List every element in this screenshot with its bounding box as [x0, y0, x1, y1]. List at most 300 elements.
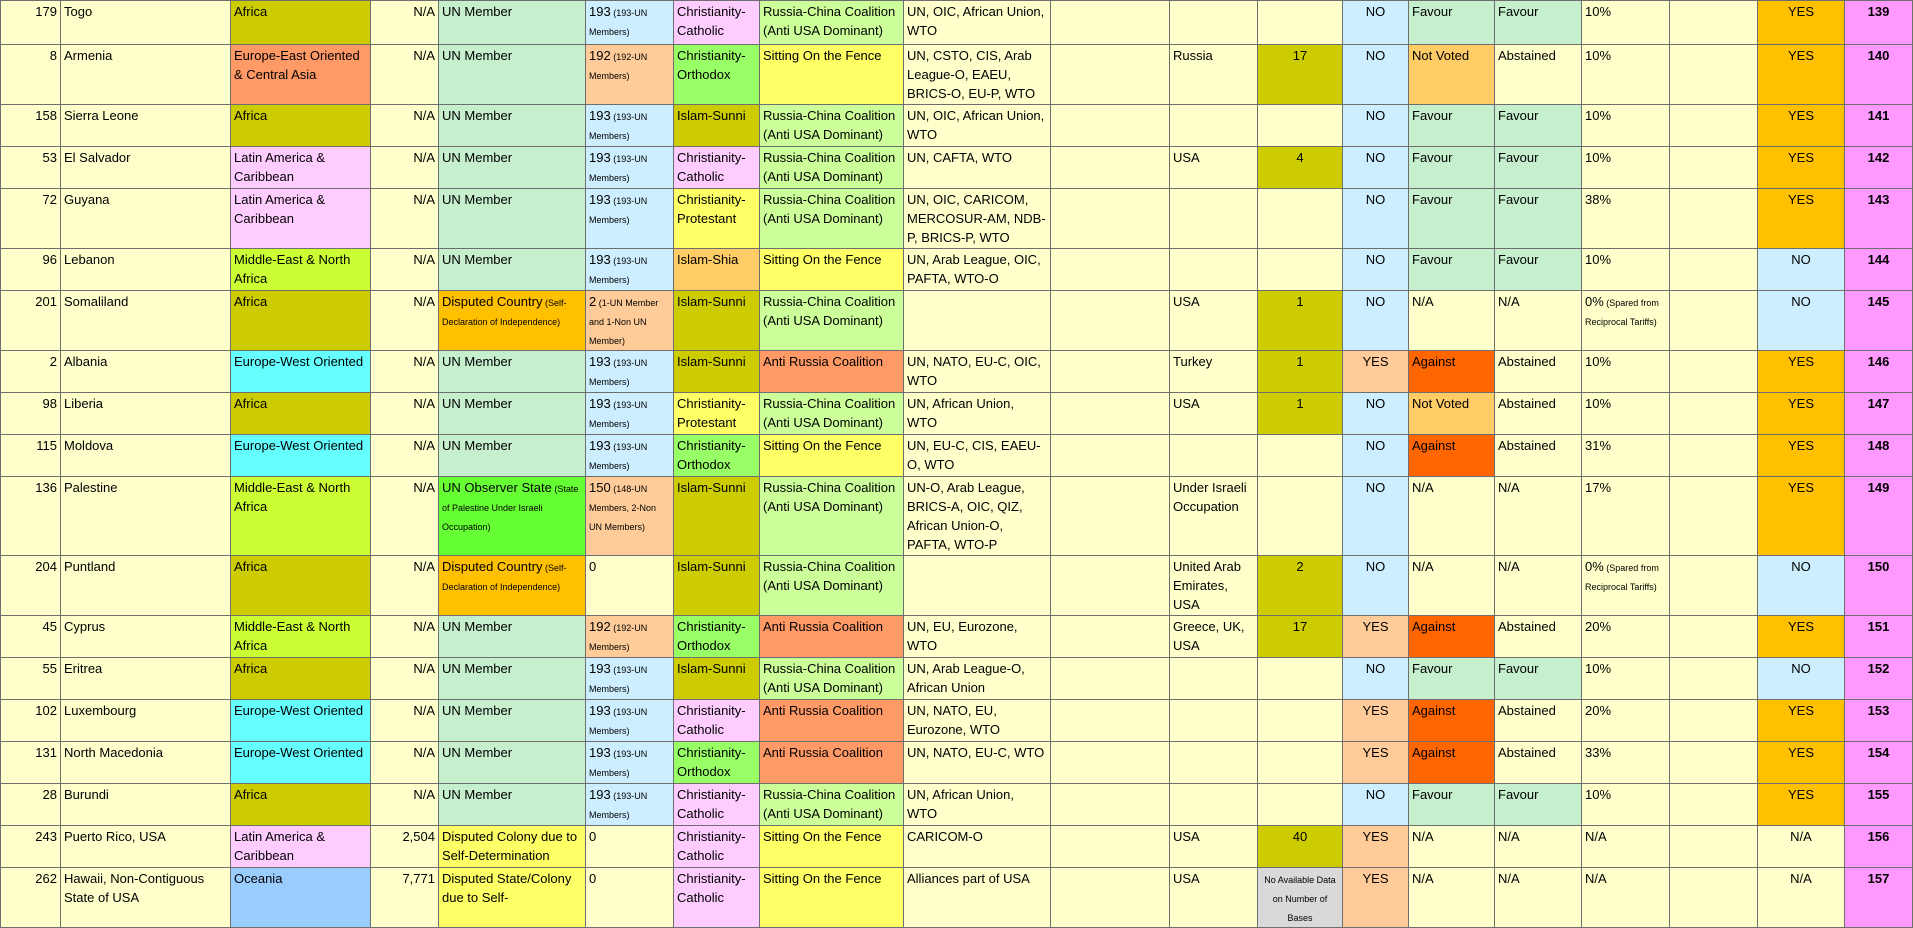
- cell-population[interactable]: [371, 1, 439, 45]
- cell-empty[interactable]: [1051, 147, 1170, 189]
- cell-coalition[interactable]: [760, 868, 904, 928]
- cell-tariff[interactable]: [1582, 291, 1670, 351]
- table-row[interactable]: [1, 249, 1913, 291]
- cell-religion[interactable]: [674, 1, 760, 45]
- cell-bases-count[interactable]: [1258, 45, 1343, 105]
- cell-vote-2[interactable]: [1495, 784, 1582, 826]
- cell-religion[interactable]: [674, 868, 760, 928]
- cell-nato[interactable]: [1343, 147, 1409, 189]
- cell-region[interactable]: [231, 826, 371, 868]
- cell-bases-country[interactable]: [1170, 189, 1258, 249]
- cell-bases-count[interactable]: [1258, 658, 1343, 700]
- cell-rank[interactable]: [1845, 291, 1913, 351]
- cell-religion[interactable]: [674, 700, 760, 742]
- cell-population[interactable]: [371, 658, 439, 700]
- cell-country[interactable]: [61, 1, 231, 45]
- cell-tariff[interactable]: [1582, 616, 1670, 658]
- table-row[interactable]: [1, 616, 1913, 658]
- cell-bases-country[interactable]: [1170, 249, 1258, 291]
- cell-country[interactable]: [61, 249, 231, 291]
- cell-yes-no[interactable]: [1758, 742, 1845, 784]
- cell-region[interactable]: [231, 784, 371, 826]
- cell-tariff[interactable]: [1582, 477, 1670, 556]
- cell-vote-2[interactable]: [1495, 249, 1582, 291]
- cell-yes-no[interactable]: [1758, 45, 1845, 105]
- cell-rank[interactable]: [1845, 435, 1913, 477]
- cell-population[interactable]: [371, 189, 439, 249]
- cell-nato[interactable]: [1343, 700, 1409, 742]
- table-row[interactable]: [1, 658, 1913, 700]
- table-row[interactable]: [1, 477, 1913, 556]
- cell-status[interactable]: [439, 556, 586, 616]
- cell-yes-no[interactable]: [1758, 147, 1845, 189]
- cell-alliances[interactable]: [904, 742, 1051, 784]
- cell-recognition-count[interactable]: [586, 105, 674, 147]
- cell-empty[interactable]: [1670, 556, 1758, 616]
- cell-yes-no[interactable]: [1758, 700, 1845, 742]
- cell-status[interactable]: [439, 249, 586, 291]
- cell-tariff[interactable]: [1582, 435, 1670, 477]
- cell-status[interactable]: [439, 784, 586, 826]
- cell-vote-1[interactable]: [1409, 868, 1495, 928]
- table-row[interactable]: [1, 147, 1913, 189]
- cell-recognition-count[interactable]: [586, 658, 674, 700]
- cell-id[interactable]: [1, 784, 61, 826]
- cell-rank[interactable]: [1845, 105, 1913, 147]
- cell-vote-2[interactable]: [1495, 477, 1582, 556]
- cell-bases-country[interactable]: [1170, 435, 1258, 477]
- cell-rank[interactable]: [1845, 477, 1913, 556]
- cell-empty[interactable]: [1051, 1, 1170, 45]
- table-row[interactable]: [1, 868, 1913, 928]
- cell-rank[interactable]: [1845, 189, 1913, 249]
- cell-id[interactable]: [1, 105, 61, 147]
- cell-yes-no[interactable]: [1758, 393, 1845, 435]
- cell-empty[interactable]: [1051, 477, 1170, 556]
- cell-empty[interactable]: [1051, 700, 1170, 742]
- cell-population[interactable]: [371, 616, 439, 658]
- cell-coalition[interactable]: [760, 1, 904, 45]
- cell-tariff[interactable]: [1582, 556, 1670, 616]
- cell-vote-1[interactable]: [1409, 351, 1495, 393]
- cell-recognition-count[interactable]: [586, 826, 674, 868]
- cell-coalition[interactable]: [760, 616, 904, 658]
- cell-vote-1[interactable]: [1409, 393, 1495, 435]
- cell-region[interactable]: [231, 868, 371, 928]
- cell-country[interactable]: [61, 291, 231, 351]
- cell-status[interactable]: [439, 826, 586, 868]
- cell-id[interactable]: [1, 351, 61, 393]
- cell-tariff[interactable]: [1582, 742, 1670, 784]
- cell-region[interactable]: [231, 616, 371, 658]
- cell-alliances[interactable]: [904, 658, 1051, 700]
- cell-bases-country[interactable]: [1170, 700, 1258, 742]
- cell-id[interactable]: [1, 393, 61, 435]
- cell-nato[interactable]: [1343, 658, 1409, 700]
- cell-id[interactable]: [1, 700, 61, 742]
- cell-yes-no[interactable]: [1758, 189, 1845, 249]
- cell-bases-country[interactable]: [1170, 291, 1258, 351]
- cell-population[interactable]: [371, 784, 439, 826]
- cell-recognition-count[interactable]: [586, 868, 674, 928]
- table-row[interactable]: [1, 291, 1913, 351]
- cell-religion[interactable]: [674, 249, 760, 291]
- cell-empty[interactable]: [1670, 393, 1758, 435]
- cell-empty[interactable]: [1051, 868, 1170, 928]
- cell-country[interactable]: [61, 556, 231, 616]
- cell-recognition-count[interactable]: [586, 147, 674, 189]
- cell-religion[interactable]: [674, 189, 760, 249]
- cell-yes-no[interactable]: [1758, 616, 1845, 658]
- cell-country[interactable]: [61, 435, 231, 477]
- cell-recognition-count[interactable]: [586, 556, 674, 616]
- cell-recognition-count[interactable]: [586, 1, 674, 45]
- cell-empty[interactable]: [1670, 700, 1758, 742]
- cell-empty[interactable]: [1051, 249, 1170, 291]
- cell-rank[interactable]: [1845, 249, 1913, 291]
- cell-alliances[interactable]: [904, 393, 1051, 435]
- cell-id[interactable]: [1, 189, 61, 249]
- cell-tariff[interactable]: [1582, 658, 1670, 700]
- cell-alliances[interactable]: [904, 868, 1051, 928]
- cell-religion[interactable]: [674, 147, 760, 189]
- cell-region[interactable]: [231, 556, 371, 616]
- cell-status[interactable]: [439, 147, 586, 189]
- cell-region[interactable]: [231, 105, 371, 147]
- cell-tariff[interactable]: [1582, 189, 1670, 249]
- cell-rank[interactable]: [1845, 393, 1913, 435]
- cell-region[interactable]: [231, 393, 371, 435]
- cell-population[interactable]: [371, 435, 439, 477]
- cell-status[interactable]: [439, 189, 586, 249]
- cell-vote-1[interactable]: [1409, 45, 1495, 105]
- cell-region[interactable]: [231, 189, 371, 249]
- cell-recognition-count[interactable]: [586, 249, 674, 291]
- cell-vote-2[interactable]: [1495, 1, 1582, 45]
- cell-country[interactable]: [61, 868, 231, 928]
- cell-empty[interactable]: [1051, 351, 1170, 393]
- cell-vote-1[interactable]: [1409, 105, 1495, 147]
- cell-empty[interactable]: [1670, 658, 1758, 700]
- cell-recognition-count[interactable]: [586, 45, 674, 105]
- cell-recognition-count[interactable]: [586, 477, 674, 556]
- cell-rank[interactable]: [1845, 616, 1913, 658]
- cell-nato[interactable]: [1343, 616, 1409, 658]
- cell-vote-2[interactable]: [1495, 45, 1582, 105]
- cell-tariff[interactable]: [1582, 351, 1670, 393]
- cell-status[interactable]: [439, 700, 586, 742]
- cell-coalition[interactable]: [760, 393, 904, 435]
- cell-region[interactable]: [231, 742, 371, 784]
- cell-nato[interactable]: [1343, 477, 1409, 556]
- cell-vote-2[interactable]: [1495, 435, 1582, 477]
- cell-nato[interactable]: [1343, 189, 1409, 249]
- cell-empty[interactable]: [1670, 249, 1758, 291]
- cell-empty[interactable]: [1051, 784, 1170, 826]
- cell-id[interactable]: [1, 291, 61, 351]
- cell-bases-country[interactable]: [1170, 556, 1258, 616]
- cell-empty[interactable]: [1670, 826, 1758, 868]
- cell-alliances[interactable]: [904, 784, 1051, 826]
- cell-recognition-count[interactable]: [586, 435, 674, 477]
- cell-nato[interactable]: [1343, 784, 1409, 826]
- cell-yes-no[interactable]: [1758, 249, 1845, 291]
- cell-region[interactable]: [231, 351, 371, 393]
- cell-tariff[interactable]: [1582, 105, 1670, 147]
- cell-coalition[interactable]: [760, 742, 904, 784]
- cell-empty[interactable]: [1051, 556, 1170, 616]
- cell-region[interactable]: [231, 477, 371, 556]
- cell-country[interactable]: [61, 477, 231, 556]
- table-row[interactable]: [1, 189, 1913, 249]
- cell-tariff[interactable]: [1582, 868, 1670, 928]
- cell-rank[interactable]: [1845, 147, 1913, 189]
- cell-id[interactable]: [1, 616, 61, 658]
- cell-vote-2[interactable]: [1495, 868, 1582, 928]
- cell-religion[interactable]: [674, 742, 760, 784]
- cell-vote-1[interactable]: [1409, 658, 1495, 700]
- cell-religion[interactable]: [674, 556, 760, 616]
- cell-vote-2[interactable]: [1495, 393, 1582, 435]
- cell-recognition-count[interactable]: [586, 700, 674, 742]
- cell-bases-count[interactable]: [1258, 435, 1343, 477]
- cell-population[interactable]: [371, 351, 439, 393]
- cell-empty[interactable]: [1670, 868, 1758, 928]
- cell-status[interactable]: [439, 435, 586, 477]
- cell-rank[interactable]: [1845, 700, 1913, 742]
- cell-religion[interactable]: [674, 658, 760, 700]
- cell-status[interactable]: [439, 291, 586, 351]
- cell-population[interactable]: [371, 291, 439, 351]
- cell-bases-count[interactable]: [1258, 189, 1343, 249]
- cell-region[interactable]: [231, 435, 371, 477]
- cell-tariff[interactable]: [1582, 784, 1670, 826]
- cell-vote-2[interactable]: [1495, 742, 1582, 784]
- cell-region[interactable]: [231, 700, 371, 742]
- cell-country[interactable]: [61, 147, 231, 189]
- cell-empty[interactable]: [1670, 105, 1758, 147]
- cell-country[interactable]: [61, 105, 231, 147]
- cell-bases-country[interactable]: [1170, 351, 1258, 393]
- cell-alliances[interactable]: [904, 477, 1051, 556]
- cell-vote-1[interactable]: [1409, 189, 1495, 249]
- cell-religion[interactable]: [674, 105, 760, 147]
- cell-religion[interactable]: [674, 784, 760, 826]
- cell-population[interactable]: [371, 249, 439, 291]
- cell-coalition[interactable]: [760, 435, 904, 477]
- cell-recognition-count[interactable]: [586, 616, 674, 658]
- cell-tariff[interactable]: [1582, 1, 1670, 45]
- cell-vote-1[interactable]: [1409, 616, 1495, 658]
- table-row[interactable]: [1, 700, 1913, 742]
- cell-rank[interactable]: [1845, 556, 1913, 616]
- cell-coalition[interactable]: [760, 45, 904, 105]
- cell-alliances[interactable]: [904, 351, 1051, 393]
- cell-rank[interactable]: [1845, 351, 1913, 393]
- cell-religion[interactable]: [674, 351, 760, 393]
- cell-empty[interactable]: [1051, 45, 1170, 105]
- cell-alliances[interactable]: [904, 826, 1051, 868]
- cell-bases-country[interactable]: [1170, 45, 1258, 105]
- cell-region[interactable]: [231, 147, 371, 189]
- cell-yes-no[interactable]: [1758, 784, 1845, 826]
- cell-population[interactable]: [371, 393, 439, 435]
- cell-coalition[interactable]: [760, 784, 904, 826]
- cell-country[interactable]: [61, 742, 231, 784]
- cell-rank[interactable]: [1845, 868, 1913, 928]
- cell-yes-no[interactable]: [1758, 291, 1845, 351]
- cell-vote-2[interactable]: [1495, 658, 1582, 700]
- cell-rank[interactable]: [1845, 658, 1913, 700]
- cell-empty[interactable]: [1051, 393, 1170, 435]
- cell-yes-no[interactable]: [1758, 826, 1845, 868]
- cell-religion[interactable]: [674, 393, 760, 435]
- cell-bases-count[interactable]: [1258, 1, 1343, 45]
- cell-empty[interactable]: [1051, 435, 1170, 477]
- cell-nato[interactable]: [1343, 435, 1409, 477]
- cell-id[interactable]: [1, 742, 61, 784]
- cell-vote-1[interactable]: [1409, 249, 1495, 291]
- cell-vote-2[interactable]: [1495, 351, 1582, 393]
- cell-vote-1[interactable]: [1409, 147, 1495, 189]
- cell-id[interactable]: [1, 45, 61, 105]
- cell-bases-country[interactable]: [1170, 826, 1258, 868]
- cell-yes-no[interactable]: [1758, 351, 1845, 393]
- cell-vote-1[interactable]: [1409, 435, 1495, 477]
- cell-country[interactable]: [61, 351, 231, 393]
- cell-bases-count[interactable]: [1258, 147, 1343, 189]
- cell-vote-2[interactable]: [1495, 616, 1582, 658]
- cell-alliances[interactable]: [904, 45, 1051, 105]
- cell-region[interactable]: [231, 658, 371, 700]
- cell-religion[interactable]: [674, 616, 760, 658]
- cell-id[interactable]: [1, 826, 61, 868]
- cell-yes-no[interactable]: [1758, 556, 1845, 616]
- cell-bases-country[interactable]: [1170, 1, 1258, 45]
- cell-bases-count[interactable]: [1258, 868, 1343, 928]
- cell-bases-count[interactable]: [1258, 291, 1343, 351]
- cell-population[interactable]: [371, 477, 439, 556]
- cell-empty[interactable]: [1051, 658, 1170, 700]
- cell-vote-2[interactable]: [1495, 105, 1582, 147]
- cell-vote-1[interactable]: [1409, 826, 1495, 868]
- cell-vote-1[interactable]: [1409, 556, 1495, 616]
- table-row[interactable]: [1, 742, 1913, 784]
- cell-empty[interactable]: [1670, 784, 1758, 826]
- cell-coalition[interactable]: [760, 477, 904, 556]
- cell-yes-no[interactable]: [1758, 477, 1845, 556]
- cell-empty[interactable]: [1051, 189, 1170, 249]
- cell-nato[interactable]: [1343, 742, 1409, 784]
- cell-id[interactable]: [1, 249, 61, 291]
- cell-empty[interactable]: [1670, 189, 1758, 249]
- cell-id[interactable]: [1, 477, 61, 556]
- cell-alliances[interactable]: [904, 291, 1051, 351]
- cell-religion[interactable]: [674, 435, 760, 477]
- cell-alliances[interactable]: [904, 147, 1051, 189]
- cell-population[interactable]: [371, 105, 439, 147]
- cell-bases-country[interactable]: [1170, 477, 1258, 556]
- cell-recognition-count[interactable]: [586, 291, 674, 351]
- table-row[interactable]: [1, 1, 1913, 45]
- cell-empty[interactable]: [1051, 742, 1170, 784]
- cell-bases-count[interactable]: [1258, 826, 1343, 868]
- cell-recognition-count[interactable]: [586, 393, 674, 435]
- cell-tariff[interactable]: [1582, 45, 1670, 105]
- cell-vote-1[interactable]: [1409, 291, 1495, 351]
- cell-bases-country[interactable]: [1170, 616, 1258, 658]
- cell-coalition[interactable]: [760, 700, 904, 742]
- cell-religion[interactable]: [674, 291, 760, 351]
- cell-rank[interactable]: [1845, 784, 1913, 826]
- table-row[interactable]: [1, 435, 1913, 477]
- cell-coalition[interactable]: [760, 105, 904, 147]
- cell-yes-no[interactable]: [1758, 435, 1845, 477]
- cell-yes-no[interactable]: [1758, 658, 1845, 700]
- cell-status[interactable]: [439, 658, 586, 700]
- cell-religion[interactable]: [674, 826, 760, 868]
- cell-country[interactable]: [61, 189, 231, 249]
- cell-nato[interactable]: [1343, 393, 1409, 435]
- cell-tariff[interactable]: [1582, 393, 1670, 435]
- cell-vote-2[interactable]: [1495, 826, 1582, 868]
- table-row[interactable]: [1, 784, 1913, 826]
- cell-coalition[interactable]: [760, 189, 904, 249]
- cell-vote-1[interactable]: [1409, 784, 1495, 826]
- cell-population[interactable]: [371, 147, 439, 189]
- cell-vote-1[interactable]: [1409, 477, 1495, 556]
- cell-population[interactable]: [371, 556, 439, 616]
- cell-country[interactable]: [61, 700, 231, 742]
- cell-alliances[interactable]: [904, 616, 1051, 658]
- cell-alliances[interactable]: [904, 1, 1051, 45]
- cell-alliances[interactable]: [904, 105, 1051, 147]
- cell-status[interactable]: [439, 742, 586, 784]
- cell-coalition[interactable]: [760, 826, 904, 868]
- cell-bases-country[interactable]: [1170, 784, 1258, 826]
- cell-vote-1[interactable]: [1409, 700, 1495, 742]
- cell-coalition[interactable]: [760, 291, 904, 351]
- cell-country[interactable]: [61, 784, 231, 826]
- cell-bases-count[interactable]: [1258, 249, 1343, 291]
- cell-id[interactable]: [1, 868, 61, 928]
- cell-status[interactable]: [439, 351, 586, 393]
- cell-population[interactable]: [371, 45, 439, 105]
- cell-population[interactable]: [371, 742, 439, 784]
- cell-bases-count[interactable]: [1258, 742, 1343, 784]
- cell-nato[interactable]: [1343, 556, 1409, 616]
- cell-country[interactable]: [61, 658, 231, 700]
- cell-status[interactable]: [439, 1, 586, 45]
- cell-id[interactable]: [1, 147, 61, 189]
- cell-status[interactable]: [439, 45, 586, 105]
- cell-nato[interactable]: [1343, 249, 1409, 291]
- cell-rank[interactable]: [1845, 826, 1913, 868]
- cell-coalition[interactable]: [760, 249, 904, 291]
- table-row[interactable]: [1, 393, 1913, 435]
- cell-bases-count[interactable]: [1258, 393, 1343, 435]
- cell-bases-country[interactable]: [1170, 147, 1258, 189]
- cell-empty[interactable]: [1670, 435, 1758, 477]
- cell-yes-no[interactable]: [1758, 1, 1845, 45]
- cell-tariff[interactable]: [1582, 249, 1670, 291]
- cell-status[interactable]: [439, 393, 586, 435]
- table-row[interactable]: [1, 556, 1913, 616]
- cell-nato[interactable]: [1343, 105, 1409, 147]
- cell-yes-no[interactable]: [1758, 105, 1845, 147]
- cell-id[interactable]: [1, 556, 61, 616]
- cell-vote-2[interactable]: [1495, 189, 1582, 249]
